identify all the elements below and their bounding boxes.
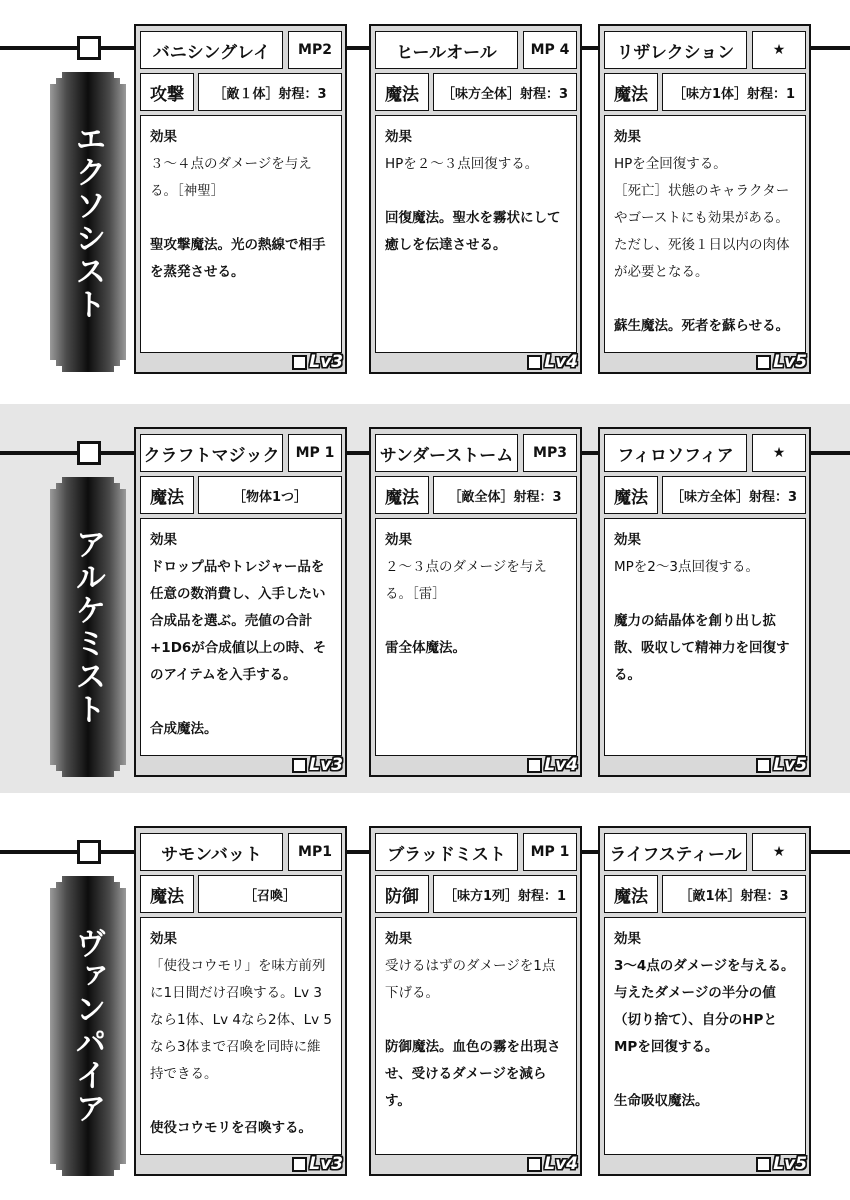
skill-description [604,518,806,756]
flavor-text: 合成魔法。 [150,721,218,737]
level-badge [527,1154,580,1174]
skill-target-range: ［召喚］ [198,875,342,913]
skill-description [604,917,806,1155]
skill-name: サモンバット [140,833,283,871]
flavor-text: 聖攻撃魔法。光の熱線で相手を蒸発させる。 [150,237,326,280]
job-name: アルケミスト [69,528,106,726]
skill-target-range: ［敵全体］射程：3 [433,476,577,514]
level-checkbox-icon [292,355,307,370]
effect-label: 効果 [385,931,412,947]
flavor-text: 生命吸収魔法。 [614,1093,709,1109]
skill-card [598,427,811,777]
skill-type: 魔法 [604,73,658,111]
effect-label: 効果 [614,931,641,947]
skill-cost: ★ [752,833,806,871]
skill-target-range: ［味方1列］射程：1 [433,875,577,913]
skill-cost: ★ [752,31,806,69]
level-checkbox-icon [527,355,542,370]
effect-label: 効果 [385,129,412,145]
skill-name: ヒールオール [375,31,518,69]
skill-type: 魔法 [140,875,194,913]
level-text: Lv4 [544,352,578,372]
effect-label: 効果 [150,532,177,548]
level-checkbox-icon [756,758,771,773]
skill-type: 魔法 [140,476,194,514]
effect-text: 3～4点のダメージを与える。与えたダメージの半分の値（切り捨て）、自分のHPとMPを回復する。 [614,958,795,1055]
skill-card [134,427,347,777]
skill-card [134,826,347,1176]
effect-label: 効果 [614,129,641,145]
level-badge [756,1154,809,1174]
skill-cost: MP1 [288,833,342,871]
skill-type: 魔法 [375,73,429,111]
level-checkbox-icon [292,1157,307,1172]
skill-description [375,518,577,756]
effect-text: HPを全回復する。 ［死亡］状態のキャラクターやゴーストにも効果がある。ただし、死後１日以内の肉体が必要となる。 [614,156,790,280]
skill-card [369,24,582,374]
skill-description [375,115,577,353]
skill-name: クラフトマジック [140,434,283,472]
skill-name: バニシングレイ [140,31,283,69]
skill-card [369,826,582,1176]
flavor-text: 回復魔法。聖水を霧状にして癒しを伝達させる。 [385,210,561,253]
job-name: ヴァンパイア [69,927,106,1125]
flavor-text: 魔力の結晶体を創り出し拡散、吸収して精神力を回復する。 [614,613,790,683]
effect-text: 「使役コウモリ」を味方前列に1日間だけ召喚する。Lv 3なら1体、Lv 4なら2体、Lv 5なら3体まで召喚を同時に維持できる。 [150,958,332,1082]
effect-text: HPを２～３点回復する。 [385,156,539,172]
section-node-square [77,441,101,465]
skill-target-range: ［物体1つ］ [198,476,342,514]
level-badge [292,352,345,372]
effect-label: 効果 [150,931,177,947]
skill-cost: MP 1 [523,833,577,871]
effect-text: MPを2～3点回復する。 [614,559,759,575]
skill-name: ライフスティール [604,833,747,871]
level-badge [292,1154,345,1174]
effect-text: ２～３点のダメージを与える。［雷］ [385,559,547,602]
level-badge [292,755,345,775]
effect-text: ３～４点のダメージを与える。［神聖］ [150,156,312,199]
skill-cost: MP 4 [523,31,577,69]
effect-label: 効果 [614,532,641,548]
section-node-square [77,840,101,864]
level-badge [756,755,809,775]
skill-target-range: ［敵１体］射程：3 [198,73,342,111]
level-text: Lv3 [309,352,343,372]
skill-name: リザレクション [604,31,747,69]
skill-description [140,518,342,756]
skill-card [134,24,347,374]
level-text: Lv4 [544,1154,578,1174]
level-badge [756,352,809,372]
effect-label: 効果 [385,532,412,548]
skill-target-range: ［味方1体］射程：1 [662,73,806,111]
flavor-text: 蘇生魔法。死者を蘇らせる。 [614,318,790,334]
skill-type: 魔法 [604,875,658,913]
flavor-text: 使役コウモリを召喚する。 [150,1120,312,1136]
skill-cost: MP2 [288,31,342,69]
skill-description [375,917,577,1155]
level-checkbox-icon [756,355,771,370]
level-text: Lv5 [773,755,807,775]
level-badge [527,755,580,775]
skill-cost: MP 1 [288,434,342,472]
skill-card [369,427,582,777]
level-text: Lv5 [773,1154,807,1174]
effect-text: 受けるはずのダメージを1点下げる。 [385,958,556,1001]
level-text: Lv3 [309,755,343,775]
skill-name: フィロソフィア [604,434,747,472]
skill-name: サンダーストーム [375,434,518,472]
level-text: Lv4 [544,755,578,775]
skill-cost: ★ [752,434,806,472]
level-checkbox-icon [527,758,542,773]
skill-description [604,115,806,353]
skill-type: 魔法 [604,476,658,514]
flavor-text: 防御魔法。血色の霧を出現させ、受けるダメージを減らす。 [385,1039,561,1109]
level-text: Lv5 [773,352,807,372]
skill-type: 魔法 [375,476,429,514]
skill-type: 攻撃 [140,73,194,111]
effect-text: ドロップ品やトレジャー品を任意の数消費し、入手したい合成品を選ぶ。売値の合計+1D6が合成値以上の時、そのアイテムを入手する。 [150,559,327,683]
skill-card [598,24,811,374]
skill-cost: MP3 [523,434,577,472]
level-checkbox-icon [292,758,307,773]
job-name: エクソシスト [69,123,106,321]
section-node-square [77,36,101,60]
level-checkbox-icon [756,1157,771,1172]
skill-type: 防御 [375,875,429,913]
level-checkbox-icon [527,1157,542,1172]
effect-label: 効果 [150,129,177,145]
skill-name: ブラッドミスト [375,833,518,871]
level-badge [527,352,580,372]
flavor-text: 雷全体魔法。 [385,640,466,656]
level-text: Lv3 [309,1154,343,1174]
skill-description [140,917,342,1155]
skill-target-range: ［敵1体］射程：3 [662,875,806,913]
skill-target-range: ［味方全体］射程：3 [662,476,806,514]
skill-target-range: ［味方全体］射程：3 [433,73,577,111]
skill-description [140,115,342,353]
skill-card [598,826,811,1176]
